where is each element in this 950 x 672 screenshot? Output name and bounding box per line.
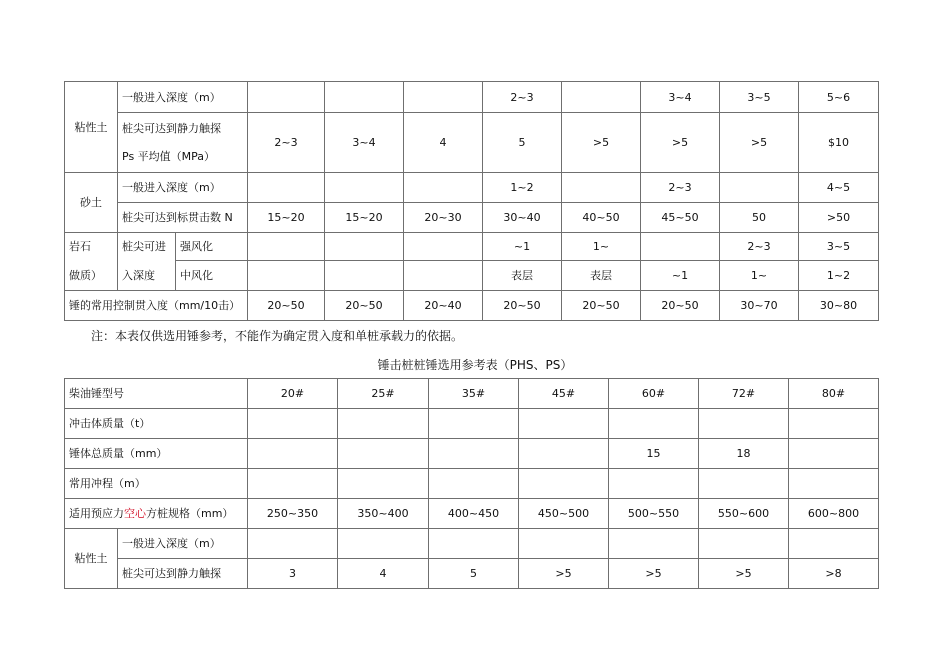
table-cell: 30~40 xyxy=(483,203,562,233)
row-label: 一般进入深度（m） xyxy=(118,173,248,203)
table-row xyxy=(65,559,879,589)
table-cell: 600~800 xyxy=(789,499,879,529)
table-cell: $10 xyxy=(799,113,879,173)
table-cell xyxy=(404,233,483,261)
table-row xyxy=(65,499,879,529)
table-cell xyxy=(248,261,325,291)
table-cell: >5 xyxy=(519,559,609,589)
row-label xyxy=(65,499,248,529)
table-cell: 20~50 xyxy=(325,291,404,321)
table-cell xyxy=(248,409,338,439)
table-cell xyxy=(429,409,519,439)
sand-label: 砂土 xyxy=(65,173,118,233)
table-cell xyxy=(519,439,609,469)
table-cell: 450~500 xyxy=(519,499,609,529)
table-row xyxy=(65,261,879,291)
table-cell xyxy=(338,529,429,559)
table-cell xyxy=(248,82,325,113)
table-cell: 25# xyxy=(338,379,429,409)
table-cell: >5 xyxy=(641,113,720,173)
table-cell xyxy=(248,173,325,203)
table-cell: >5 xyxy=(609,559,699,589)
table-cell xyxy=(338,439,429,469)
table-cell: 45# xyxy=(519,379,609,409)
table-cell xyxy=(519,409,609,439)
row-label: 锤的常用控制贯入度（mm/10击） xyxy=(65,291,248,321)
table-cell xyxy=(404,82,483,113)
table-cell: 2~3 xyxy=(483,82,562,113)
table-cell xyxy=(325,173,404,203)
table-cell: 5 xyxy=(483,113,562,173)
row-label: 强风化 xyxy=(176,233,248,261)
table-cell xyxy=(789,409,879,439)
table-cell: 45~50 xyxy=(641,203,720,233)
clay-label: 粘性土 xyxy=(65,82,118,173)
table-cell xyxy=(248,439,338,469)
table-cell: 20~30 xyxy=(404,203,483,233)
table-cell xyxy=(562,82,641,113)
table-cell: 表层 xyxy=(483,261,562,291)
table-cell: 3 xyxy=(248,559,338,589)
table-cell xyxy=(699,409,789,439)
table-cell: 20# xyxy=(248,379,338,409)
table-cell xyxy=(338,409,429,439)
table-cell: 80# xyxy=(789,379,879,409)
table-cell: 35# xyxy=(429,379,519,409)
table-note: 注：本表仅供选用锤参考，不能作为确定贯入度和单桩承载力的依据。 xyxy=(91,329,464,343)
table-row xyxy=(65,82,879,113)
table-cell xyxy=(404,173,483,203)
table-cell xyxy=(789,529,879,559)
row-label: 一般进入深度（m） xyxy=(118,82,248,113)
table-cell: 20~50 xyxy=(641,291,720,321)
table-cell: 500~550 xyxy=(609,499,699,529)
table-cell: 20~50 xyxy=(483,291,562,321)
table-row xyxy=(65,439,879,469)
table-cell: 1~ xyxy=(562,233,641,261)
table-cell xyxy=(325,82,404,113)
table-cell: ~1 xyxy=(483,233,562,261)
table-cell: 250~350 xyxy=(248,499,338,529)
table-row xyxy=(65,291,879,321)
table-cell xyxy=(720,173,799,203)
table-cell: 72# xyxy=(699,379,789,409)
row-label: 常用冲程（m） xyxy=(65,469,248,499)
table-cell: 400~450 xyxy=(429,499,519,529)
table-cell xyxy=(789,469,879,499)
table-cell: 3~5 xyxy=(799,233,879,261)
row-label: 中风化 xyxy=(176,261,248,291)
table-cell xyxy=(519,469,609,499)
table-cell xyxy=(248,469,338,499)
table-row xyxy=(65,173,879,203)
rock-sub-label: 桩尖可进 xyxy=(118,233,176,261)
table-cell: >8 xyxy=(789,559,879,589)
table-cell: 18 xyxy=(699,439,789,469)
row-label: 锤体总质量（mm） xyxy=(65,439,248,469)
rock-label: 做质） xyxy=(65,261,118,291)
table-row xyxy=(65,409,879,439)
table-cell: 4 xyxy=(404,113,483,173)
table-cell: 1~ xyxy=(720,261,799,291)
table-cell: 3~5 xyxy=(720,82,799,113)
table-cell: 5 xyxy=(429,559,519,589)
row-label-line: Ps 平均值（MPa） xyxy=(122,149,216,163)
table-cell xyxy=(429,439,519,469)
row-label: 冲击体质量（t） xyxy=(65,409,248,439)
table-cell xyxy=(699,529,789,559)
table-title: 锤击桩桩锤选用参考表（PHS、PS） xyxy=(377,358,573,372)
table-cell: >50 xyxy=(799,203,879,233)
table-cell: 20~50 xyxy=(248,291,325,321)
table-cell xyxy=(562,173,641,203)
table-row xyxy=(65,113,879,173)
table-row xyxy=(65,529,879,559)
table-cell: 20~40 xyxy=(404,291,483,321)
hammer-selection-table xyxy=(64,378,879,589)
table-cell xyxy=(404,261,483,291)
table-cell: >5 xyxy=(562,113,641,173)
table-cell: 3~4 xyxy=(325,113,404,173)
spec-label-highlight: 空心 xyxy=(124,507,146,520)
spec-label-pre: 适用预应力 xyxy=(69,507,124,520)
rock-sub-label: 入深度 xyxy=(118,261,176,291)
table-cell: 2~3 xyxy=(641,173,720,203)
table-cell: 2~3 xyxy=(248,113,325,173)
table-cell xyxy=(789,439,879,469)
table-row xyxy=(65,379,879,409)
table-cell: 3~4 xyxy=(641,82,720,113)
table-cell xyxy=(609,409,699,439)
table-cell: >5 xyxy=(720,113,799,173)
table-cell: 15~20 xyxy=(248,203,325,233)
table-cell xyxy=(248,529,338,559)
table-row xyxy=(65,469,879,499)
table-cell xyxy=(338,469,429,499)
table-cell: >5 xyxy=(699,559,789,589)
table-cell: 50 xyxy=(720,203,799,233)
table-cell: ~1 xyxy=(641,261,720,291)
table-cell xyxy=(609,469,699,499)
table-cell: 2~3 xyxy=(720,233,799,261)
table-cell: 15~20 xyxy=(325,203,404,233)
table-cell xyxy=(699,469,789,499)
table-cell: 1~2 xyxy=(799,261,879,291)
hammer-penetration-table-1 xyxy=(64,81,879,321)
row-label: 柴油锤型号 xyxy=(65,379,248,409)
table-cell xyxy=(641,233,720,261)
table-cell xyxy=(248,233,325,261)
table-cell: 550~600 xyxy=(699,499,789,529)
table-row xyxy=(65,203,879,233)
table-cell xyxy=(325,233,404,261)
spec-label-post: 方桩规格（mm） xyxy=(146,507,234,520)
rock-label: 岩石 xyxy=(65,233,118,261)
table-cell: 4~5 xyxy=(799,173,879,203)
table-cell: 40~50 xyxy=(562,203,641,233)
table-cell: 30~70 xyxy=(720,291,799,321)
table-cell: 表层 xyxy=(562,261,641,291)
table-cell xyxy=(609,529,699,559)
row-label: 桩尖可达到标贯击数 N xyxy=(118,203,248,233)
table-cell: 15 xyxy=(609,439,699,469)
table-row xyxy=(65,233,879,261)
table-cell xyxy=(519,529,609,559)
table-cell: 1~2 xyxy=(483,173,562,203)
table-cell xyxy=(325,261,404,291)
row-label: 一般进入深度（m） xyxy=(118,529,248,559)
row-label xyxy=(118,113,248,173)
row-label-line: 桩尖可达到静力触探 xyxy=(122,121,221,135)
table-cell: 30~80 xyxy=(799,291,879,321)
table-cell: 4 xyxy=(338,559,429,589)
clay-label: 粘性土 xyxy=(65,529,118,589)
table-cell: 60# xyxy=(609,379,699,409)
table-cell: 350~400 xyxy=(338,499,429,529)
table-cell: 5~6 xyxy=(799,82,879,113)
table-cell xyxy=(429,469,519,499)
table-cell xyxy=(429,529,519,559)
row-label: 桩尖可达到静力触探 xyxy=(118,559,248,589)
table-cell: 20~50 xyxy=(562,291,641,321)
